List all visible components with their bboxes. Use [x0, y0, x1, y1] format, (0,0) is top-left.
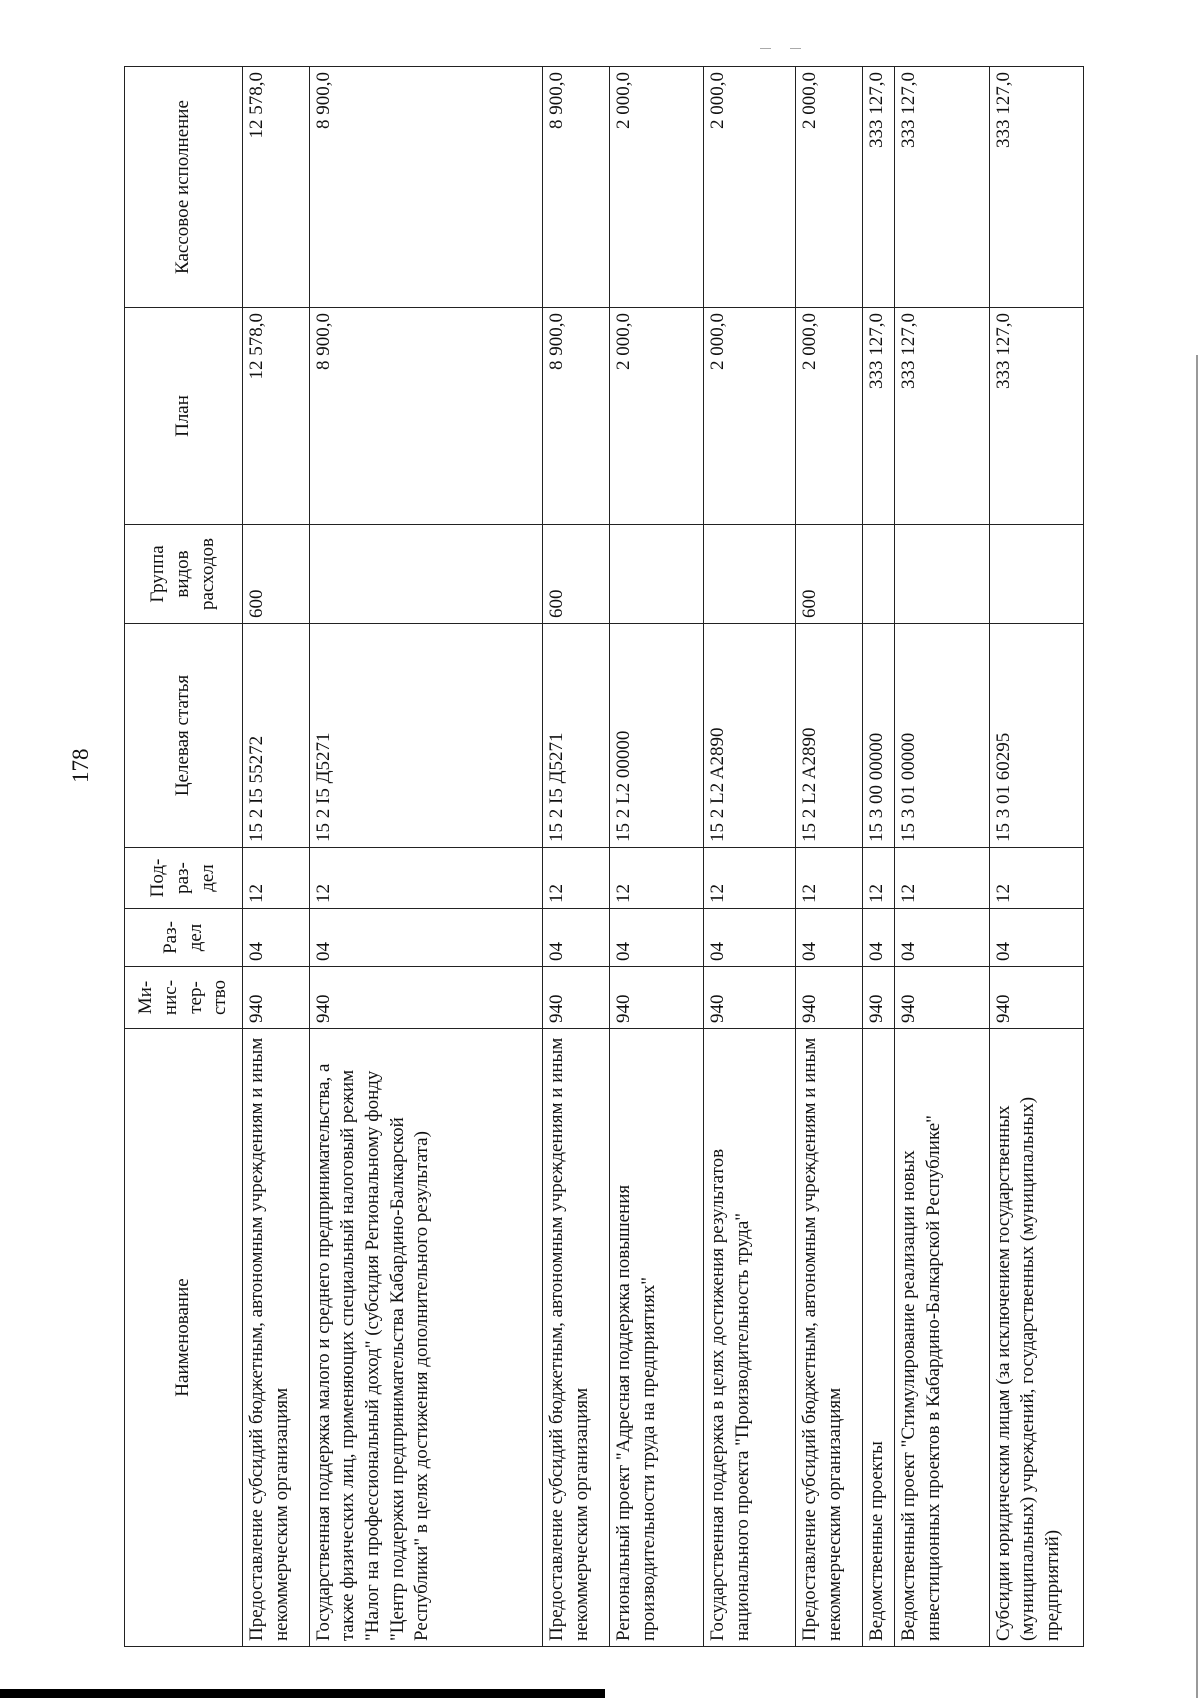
cell-section: 04	[243, 909, 310, 967]
cell-subsection: 12	[243, 848, 310, 909]
cell-cash: 2 000,0	[704, 67, 796, 308]
cell-target: 15 2 I5 55272	[243, 624, 310, 848]
header-section: Раз-дел	[125, 909, 243, 967]
cell-section: 04	[862, 909, 894, 967]
cell-name: Ведомственные проекты	[862, 1029, 894, 1647]
cell-section: 04	[796, 909, 863, 967]
table-row	[704, 67, 796, 1647]
cell-plan: 8 900,0	[543, 308, 610, 525]
cell-subsection: 12	[862, 848, 894, 909]
table-row	[543, 67, 610, 1647]
cell-target: 15 2 L2 A2890	[704, 624, 796, 848]
header-name: Наименование	[125, 1029, 243, 1647]
table-row	[243, 67, 310, 1647]
header-target: Целевая статья	[125, 624, 243, 848]
cell-cash: 2 000,0	[609, 67, 703, 308]
cell-section: 04	[609, 909, 703, 967]
cell-ministry: 940	[704, 967, 796, 1029]
page-number: 178	[68, 748, 93, 783]
cell-section: 04	[989, 909, 1083, 967]
cell-group	[309, 525, 543, 624]
table-header-row	[125, 67, 243, 1647]
cell-name: Предоставление субсидий бюджетным, автономным учреждениям и иным некоммерческим организациям	[796, 1029, 863, 1647]
table-row	[796, 67, 863, 1647]
cell-group	[895, 525, 989, 624]
cell-ministry: 940	[543, 967, 610, 1029]
cell-subsection: 12	[704, 848, 796, 909]
cell-section: 04	[895, 909, 989, 967]
cell-target: 15 3 01 00000	[895, 624, 989, 848]
header-plan: План	[125, 308, 243, 525]
header-cash: Кассовое исполнение	[125, 67, 243, 308]
cell-cash: 333 127,0	[895, 67, 989, 308]
cell-cash: 333 127,0	[989, 67, 1083, 308]
cell-plan: 8 900,0	[309, 308, 543, 525]
cell-plan: 2 000,0	[609, 308, 703, 525]
cell-group: 600	[243, 525, 310, 624]
cell-name: Региональный проект "Адресная поддержка повышения производительности труда на предприятиях"	[609, 1029, 703, 1647]
scan-edge-line	[1196, 355, 1198, 1698]
cell-ministry: 940	[309, 967, 543, 1029]
cell-ministry: 940	[862, 967, 894, 1029]
cell-target: 15 3 01 60295	[989, 624, 1083, 848]
cell-section: 04	[309, 909, 543, 967]
cell-target: 15 2 L2 00000	[609, 624, 703, 848]
cell-subsection: 12	[309, 848, 543, 909]
cell-subsection: 12	[609, 848, 703, 909]
cell-plan: 333 127,0	[989, 308, 1083, 525]
budget-table-container	[124, 67, 1084, 1647]
cell-name: Субсидии юридическим лицам (за исключением государственных (муниципальных) учреждений, государственных (муниципальных) предприятий)	[989, 1029, 1083, 1647]
header-subsection: Под-раз-дел	[125, 848, 243, 909]
scan-bottom-bar	[0, 1689, 605, 1698]
cell-group	[609, 525, 703, 624]
cell-name: Государственная поддержка в целях достижения результатов национального проекта "Производительность труда"	[704, 1029, 796, 1647]
cell-ministry: 940	[609, 967, 703, 1029]
cell-target: 15 2 L2 A2890	[796, 624, 863, 848]
scan-speck	[760, 48, 771, 49]
cell-target: 15 3 00 00000	[862, 624, 894, 848]
cell-target: 15 2 I5 Д5271	[543, 624, 610, 848]
cell-plan: 12 578,0	[243, 308, 310, 525]
cell-name: Предоставление субсидий бюджетным, автономным учреждениям и иным некоммерческим организациям	[243, 1029, 310, 1647]
cell-cash: 8 900,0	[543, 67, 610, 308]
cell-group: 600	[543, 525, 610, 624]
cell-subsection: 12	[796, 848, 863, 909]
cell-cash: 8 900,0	[309, 67, 543, 308]
cell-target: 15 2 I5 Д5271	[309, 624, 543, 848]
cell-subsection: 12	[989, 848, 1083, 909]
cell-cash: 12 578,0	[243, 67, 310, 308]
cell-group	[704, 525, 796, 624]
cell-name: Ведомственный проект "Стимулирование реализации новых инвестиционных проектов в Кабардино-Балкарской Республике"	[895, 1029, 989, 1647]
cell-ministry: 940	[243, 967, 310, 1029]
cell-plan: 333 127,0	[862, 308, 894, 525]
table-row	[989, 67, 1083, 1647]
cell-plan: 2 000,0	[796, 308, 863, 525]
cell-subsection: 12	[543, 848, 610, 909]
table-row	[862, 67, 894, 1647]
cell-ministry: 940	[989, 967, 1083, 1029]
cell-cash: 2 000,0	[796, 67, 863, 308]
cell-subsection: 12	[895, 848, 989, 909]
cell-section: 04	[704, 909, 796, 967]
budget-table	[124, 66, 1084, 1647]
cell-ministry: 940	[796, 967, 863, 1029]
header-group: Группа видов расходов	[125, 525, 243, 624]
cell-group	[989, 525, 1083, 624]
table-row	[309, 67, 543, 1647]
table-row	[609, 67, 703, 1647]
table-row	[895, 67, 989, 1647]
cell-name: Предоставление субсидий бюджетным, автономным учреждениям и иным некоммерческим организациям	[543, 1029, 610, 1647]
cell-plan: 333 127,0	[895, 308, 989, 525]
cell-section: 04	[543, 909, 610, 967]
cell-cash: 333 127,0	[862, 67, 894, 308]
cell-group: 600	[796, 525, 863, 624]
cell-ministry: 940	[895, 967, 989, 1029]
header-ministry: Ми-нис-тер-ство	[125, 967, 243, 1029]
cell-group	[862, 525, 894, 624]
cell-plan: 2 000,0	[704, 308, 796, 525]
cell-name: Государственная поддержка малого и среднего предпринимательства, а также физических лиц, применяющих специальный налоговый режим "Налог на профессиональный доход" (субсидия Региональному фонду "Центр поддержки предпринимательства Кабардино-Балкарской Республики" в целях достижения дополнительного результата)	[309, 1029, 543, 1647]
scan-speck	[790, 48, 801, 49]
